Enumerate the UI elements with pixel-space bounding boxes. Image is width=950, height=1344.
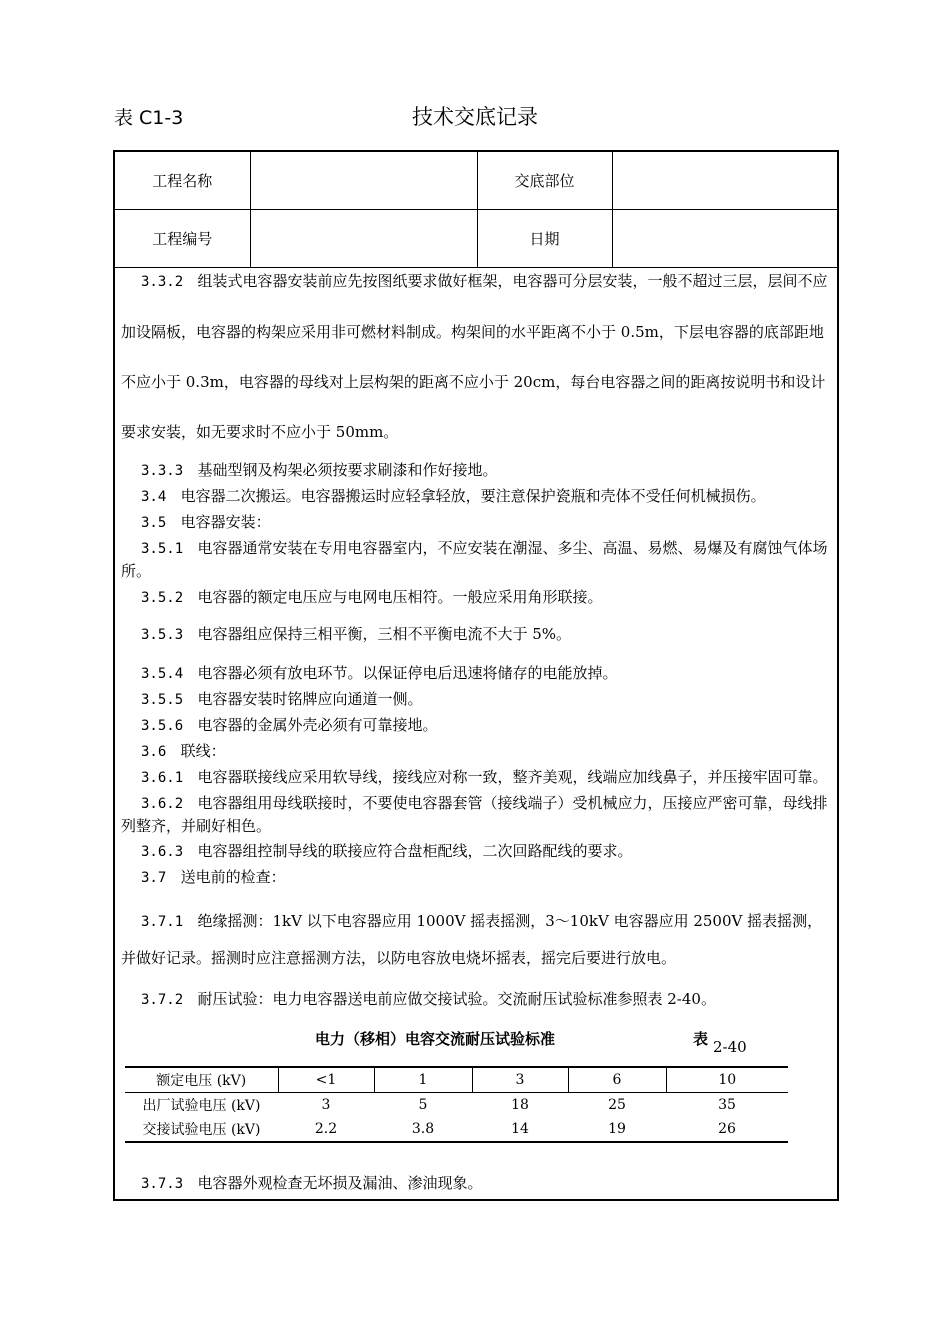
table-cell: 25 bbox=[608, 1097, 626, 1113]
paragraph-3-5-5: 3.5.5 电容器安装时铭牌应向通道一侧。 bbox=[141, 690, 423, 708]
std-table-label: 表 bbox=[693, 1030, 709, 1048]
paragraph-3-6-2: 3.6.2 电容器组用母线联接时，不要使电容器套管（接线端子）受机械应力，压接应严密可靠，母线排列整齐，并刷好相色。 bbox=[121, 794, 828, 835]
paragraph-3-6-3: 3.6.3 电容器组控制导线的联接应符合盘柜配线，二次回路配线的要求。 bbox=[141, 842, 633, 860]
paragraph-3-5-1: 3.5.1 电容器通常安装在专用电容器室内，不应安装在潮湿、多尘、高温、易燃、易爆及有腐蚀气体场所。 bbox=[121, 539, 828, 580]
paragraph-3-7-1: 3.7.1 绝缘摇测：1kV 以下电容器应用 1000V 摇表摇测，3～10kV 电容器应用 2500V 摇表摇测，并做好记录。摇测时应注意摇测方法，以防电容放电烧坏摇表，摇完后要进行放电。 bbox=[121, 912, 823, 967]
page-title: 技术交底记录 bbox=[412, 105, 538, 129]
paragraph-3-5-3: 3.5.3 电容器组应保持三相平衡，三相不平衡电流不大于 5%。 bbox=[141, 625, 572, 643]
paragraph-3-7: 3.7 送电前的检查： bbox=[141, 868, 286, 886]
table-cell: 2.2 bbox=[278, 1117, 374, 1142]
paragraph-3-6-1: 3.6.1 电容器联接线应采用软导线，接线应对称一致，整齐美观，线端应加线鼻子，并压接牢固可靠。 bbox=[141, 768, 828, 786]
row-header: 出厂试验电压 (kV) bbox=[142, 1098, 261, 1114]
table-cell: 18 bbox=[511, 1097, 529, 1113]
form-code: 表 C1-3 bbox=[114, 107, 184, 129]
paragraph-3-7-3: 3.7.3 电容器外观检查无坏损及漏油、渗油现象。 bbox=[141, 1174, 483, 1192]
disclosure-body bbox=[121, 270, 833, 1011]
paragraph-3-7-2: 3.7.2 耐压试验：电力电容器送电前应做交接试验。交流耐压试验标准参照表 2-40。 bbox=[141, 990, 716, 1008]
table-cell: 35 bbox=[718, 1097, 736, 1113]
date-label: 日期 bbox=[477, 210, 612, 268]
row-header: 交接试验电压 (kV) bbox=[125, 1117, 278, 1142]
table-cell: <1 bbox=[278, 1067, 374, 1093]
table-cell: 3.8 bbox=[374, 1117, 472, 1142]
paragraph-3-6: 3.6 联线： bbox=[141, 742, 226, 760]
paragraph-3-3-2: 3.3.2 组装式电容器安装前应先按图纸要求做好框架，电容器可分层安装，一般不超过三层，层间不应加设隔板，电容器的构架应采用非可燃材料制成。构架间的水平距离不小于 0.5m，下层电容器的底部距地不应小于 0.3m，电容器的母线对上层构架的距离不应小于 20cm，每台电容器之间的距离按说明书和设计要求安装，如无要求时不应小于 50mm。 bbox=[121, 272, 828, 441]
location-label: 交底部位 bbox=[477, 152, 612, 210]
paragraph-3-5-6: 3.5.6 电容器的金属外壳必须有可靠接地。 bbox=[141, 716, 438, 734]
table-row bbox=[125, 1117, 788, 1142]
row-header: 额定电压 (kV) bbox=[125, 1067, 278, 1093]
table-cell: 3 bbox=[321, 1097, 331, 1113]
std-table-title: 电力（移相）电容交流耐压试验标准 bbox=[315, 1030, 556, 1048]
info-table bbox=[115, 152, 837, 268]
record-frame bbox=[113, 150, 839, 1201]
table-row bbox=[125, 1067, 788, 1093]
table-cell: 19 bbox=[568, 1117, 666, 1142]
table-cell: 6 bbox=[568, 1067, 666, 1093]
paragraph-3-5: 3.5 电容器安装： bbox=[141, 513, 271, 531]
paragraph-3-3-3: 3.3.3 基础型钢及构架必须按要求刷漆和作好接地。 bbox=[141, 461, 498, 479]
closing-text bbox=[121, 1172, 833, 1195]
test-voltage-table bbox=[125, 1066, 788, 1143]
table-cell: 26 bbox=[666, 1117, 788, 1142]
paragraph-3-4: 3.4 电容器二次搬运。电容器搬运时应轻拿轻放，要注意保护瓷瓶和壳体不受任何机械损伤。 bbox=[141, 487, 766, 505]
table-cell: 1 bbox=[374, 1067, 472, 1093]
location-value[interactable] bbox=[612, 152, 837, 210]
table-cell: 14 bbox=[472, 1117, 568, 1142]
table-cell: 5 bbox=[418, 1097, 428, 1113]
project-name-value[interactable] bbox=[250, 152, 477, 210]
project-no-label: 工程编号 bbox=[115, 210, 250, 268]
paragraph-3-5-4: 3.5.4 电容器必须有放电环节。以保证停电后迅速将储存的电能放掉。 bbox=[141, 664, 618, 682]
project-name-label: 工程名称 bbox=[115, 152, 250, 210]
paragraph-3-5-2: 3.5.2 电容器的额定电压应与电网电压相符。一般应采用角形联接。 bbox=[141, 588, 603, 606]
table-cell: 10 bbox=[666, 1067, 788, 1093]
table-cell: 3 bbox=[472, 1067, 568, 1093]
std-table-number: 2-40 bbox=[713, 1038, 747, 1056]
table-row bbox=[125, 1093, 788, 1118]
